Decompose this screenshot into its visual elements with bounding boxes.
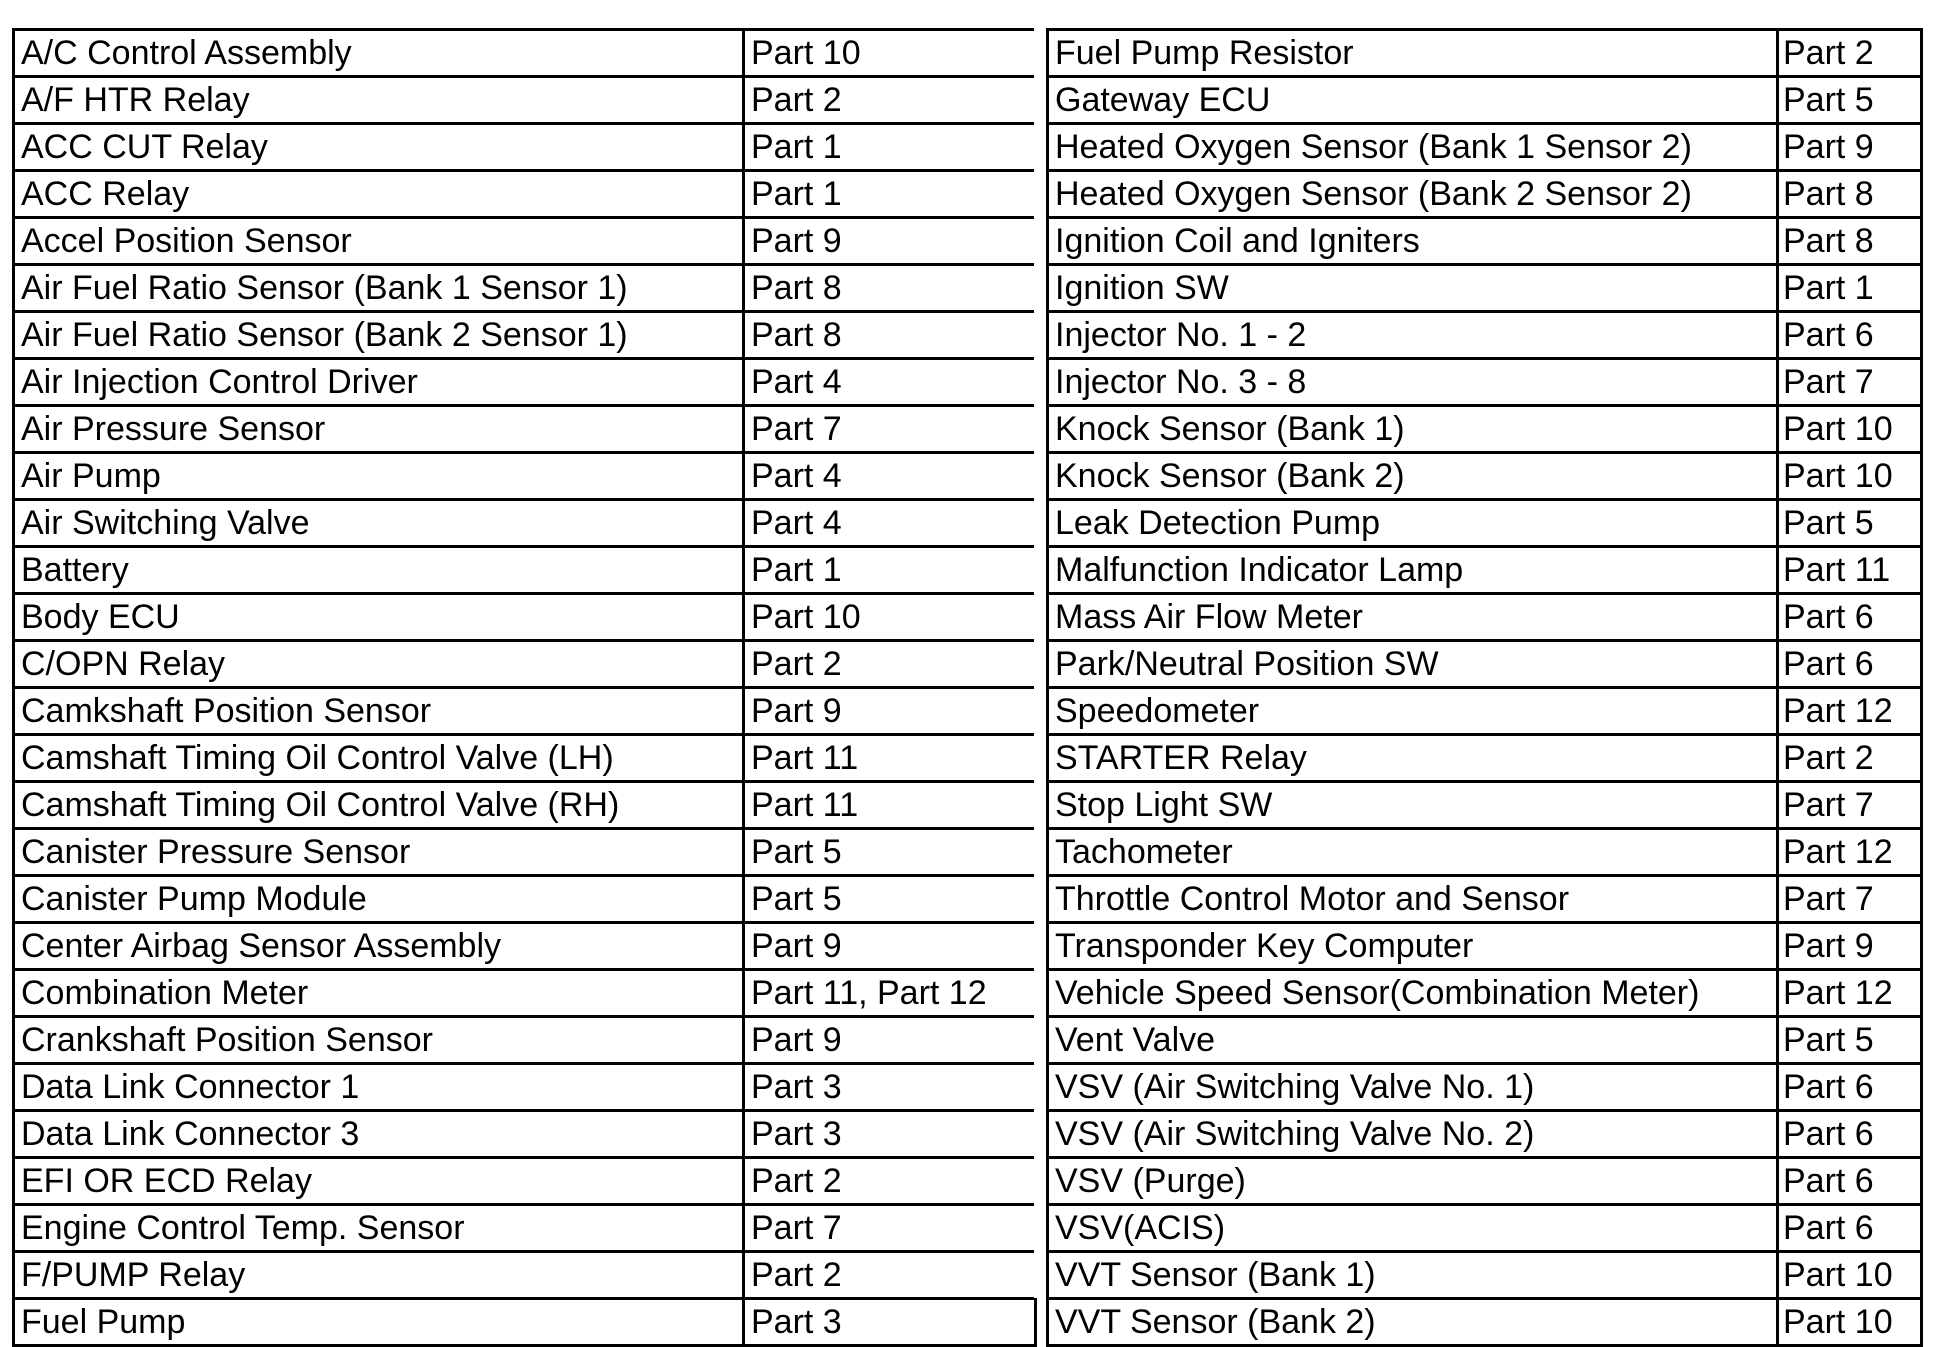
location-part-cell: Part 3	[744, 1064, 1036, 1111]
location-part-cell: Part 11, Part 12	[744, 970, 1036, 1017]
component-name-cell: VSV(ACIS)	[1048, 1205, 1778, 1252]
location-part-cell: Part 2	[1778, 30, 1922, 77]
component-name-cell: Canister Pump Module	[14, 876, 744, 923]
component-name-cell: Camshaft Timing Oil Control Valve (RH)	[14, 782, 744, 829]
component-name-cell: Injector No. 3 - 8	[1048, 359, 1778, 406]
location-part-cell: Part 6	[1778, 1205, 1922, 1252]
component-name-cell: Injector No. 1 - 2	[1048, 312, 1778, 359]
component-name-cell: Fuel Pump	[14, 1299, 744, 1346]
location-part-cell: Part 9	[744, 923, 1036, 970]
location-part-cell: Part 11	[1778, 547, 1922, 594]
location-part-cell: Part 3	[744, 1299, 1036, 1346]
component-name-cell: VVT Sensor (Bank 2)	[1048, 1299, 1778, 1346]
component-name-cell: Air Fuel Ratio Sensor (Bank 1 Sensor 1)	[14, 265, 744, 312]
right-component-table	[1046, 28, 1920, 1341]
table-row	[14, 829, 1036, 876]
component-name-cell: ACC Relay	[14, 171, 744, 218]
table-row	[1048, 359, 1922, 406]
table-row	[1048, 876, 1922, 923]
table-row	[14, 453, 1036, 500]
component-name-cell: Ignition Coil and Igniters	[1048, 218, 1778, 265]
table-row	[14, 1299, 1036, 1346]
component-name-cell: A/C Control Assembly	[14, 30, 744, 77]
table-row	[14, 265, 1036, 312]
component-name-cell: Accel Position Sensor	[14, 218, 744, 265]
component-name-cell: Battery	[14, 547, 744, 594]
table-row	[1048, 1299, 1922, 1346]
table-row	[1048, 970, 1922, 1017]
location-part-cell: Part 7	[1778, 359, 1922, 406]
table-gutter	[1034, 28, 1046, 1298]
table-row	[1048, 1064, 1922, 1111]
location-part-cell: Part 7	[1778, 876, 1922, 923]
table-row	[14, 641, 1036, 688]
component-name-cell: Body ECU	[14, 594, 744, 641]
location-part-cell: Part 12	[1778, 829, 1922, 876]
component-name-cell: C/OPN Relay	[14, 641, 744, 688]
location-part-cell: Part 1	[1778, 265, 1922, 312]
table-row	[14, 594, 1036, 641]
table-row	[1048, 547, 1922, 594]
location-part-cell: Part 12	[1778, 688, 1922, 735]
component-name-cell: Vent Valve	[1048, 1017, 1778, 1064]
table-row	[14, 124, 1036, 171]
component-name-cell: VSV (Purge)	[1048, 1158, 1778, 1205]
location-part-cell: Part 6	[1778, 1111, 1922, 1158]
table-row	[14, 406, 1036, 453]
component-name-cell: Air Switching Valve	[14, 500, 744, 547]
component-name-cell: Data Link Connector 1	[14, 1064, 744, 1111]
component-name-cell: VSV (Air Switching Valve No. 2)	[1048, 1111, 1778, 1158]
location-part-cell: Part 10	[1778, 1299, 1922, 1346]
component-name-cell: Malfunction Indicator Lamp	[1048, 547, 1778, 594]
location-part-cell: Part 9	[744, 218, 1036, 265]
component-name-cell: Stop Light SW	[1048, 782, 1778, 829]
table-row	[14, 782, 1036, 829]
table-row	[14, 218, 1036, 265]
component-name-cell: F/PUMP Relay	[14, 1252, 744, 1299]
component-name-cell: Park/Neutral Position SW	[1048, 641, 1778, 688]
table-row	[1048, 406, 1922, 453]
table-row	[1048, 1158, 1922, 1205]
component-name-cell: Ignition SW	[1048, 265, 1778, 312]
location-part-cell: Part 2	[1778, 735, 1922, 782]
table-row	[1048, 782, 1922, 829]
table-row	[1048, 218, 1922, 265]
location-part-cell: Part 6	[1778, 1064, 1922, 1111]
location-part-cell: Part 5	[744, 829, 1036, 876]
component-name-cell: Camkshaft Position Sensor	[14, 688, 744, 735]
table-row	[1048, 171, 1922, 218]
component-name-cell: Speedometer	[1048, 688, 1778, 735]
location-part-cell: Part 6	[1778, 312, 1922, 359]
component-name-cell: Throttle Control Motor and Sensor	[1048, 876, 1778, 923]
table-row	[1048, 500, 1922, 547]
component-name-cell: Center Airbag Sensor Assembly	[14, 923, 744, 970]
table-row	[14, 735, 1036, 782]
table-row	[1048, 1252, 1922, 1299]
left-component-table	[12, 28, 1034, 1341]
component-name-cell: Knock Sensor (Bank 1)	[1048, 406, 1778, 453]
location-part-cell: Part 10	[1778, 453, 1922, 500]
component-name-cell: Fuel Pump Resistor	[1048, 30, 1778, 77]
component-name-cell: Air Fuel Ratio Sensor (Bank 2 Sensor 1)	[14, 312, 744, 359]
component-name-cell: VVT Sensor (Bank 1)	[1048, 1252, 1778, 1299]
table-row	[1048, 77, 1922, 124]
location-part-cell: Part 6	[1778, 1158, 1922, 1205]
location-part-cell: Part 11	[744, 782, 1036, 829]
component-name-cell: Crankshaft Position Sensor	[14, 1017, 744, 1064]
location-part-cell: Part 6	[1778, 641, 1922, 688]
component-name-cell: A/F HTR Relay	[14, 77, 744, 124]
table-row	[1048, 735, 1922, 782]
table-row	[1048, 265, 1922, 312]
component-name-cell: Mass Air Flow Meter	[1048, 594, 1778, 641]
location-part-cell: Part 2	[744, 1158, 1036, 1205]
table-row	[1048, 1111, 1922, 1158]
component-name-cell: EFI OR ECD Relay	[14, 1158, 744, 1205]
table-row	[1048, 1205, 1922, 1252]
location-part-cell: Part 8	[744, 265, 1036, 312]
table-row	[1048, 594, 1922, 641]
location-part-cell: Part 1	[744, 124, 1036, 171]
component-name-cell: Data Link Connector 3	[14, 1111, 744, 1158]
location-part-cell: Part 3	[744, 1111, 1036, 1158]
table-row	[1048, 641, 1922, 688]
location-part-cell: Part 10	[1778, 1252, 1922, 1299]
component-name-cell: Gateway ECU	[1048, 77, 1778, 124]
table-row	[1048, 1017, 1922, 1064]
location-part-cell: Part 4	[744, 359, 1036, 406]
table-row	[14, 923, 1036, 970]
component-name-cell: Vehicle Speed Sensor(Combination Meter)	[1048, 970, 1778, 1017]
location-part-cell: Part 2	[744, 1252, 1036, 1299]
location-part-cell: Part 10	[1778, 406, 1922, 453]
component-name-cell: Engine Control Temp. Sensor	[14, 1205, 744, 1252]
table-row	[1048, 453, 1922, 500]
table-row	[14, 1017, 1036, 1064]
table-row	[1048, 312, 1922, 359]
table-row	[1048, 688, 1922, 735]
location-part-cell: Part 5	[744, 876, 1036, 923]
component-name-cell: Transponder Key Computer	[1048, 923, 1778, 970]
component-name-cell: VSV (Air Switching Valve No. 1)	[1048, 1064, 1778, 1111]
table-row	[14, 970, 1036, 1017]
location-part-cell: Part 8	[744, 312, 1036, 359]
component-name-cell: Camshaft Timing Oil Control Valve (LH)	[14, 735, 744, 782]
table-row	[14, 77, 1036, 124]
component-name-cell: Heated Oxygen Sensor (Bank 1 Sensor 2)	[1048, 124, 1778, 171]
table-row	[1048, 923, 1922, 970]
location-part-cell: Part 7	[744, 406, 1036, 453]
component-name-cell: STARTER Relay	[1048, 735, 1778, 782]
component-name-cell: Combination Meter	[14, 970, 744, 1017]
location-part-cell: Part 10	[744, 594, 1036, 641]
component-name-cell: Air Pump	[14, 453, 744, 500]
component-name-cell: Leak Detection Pump	[1048, 500, 1778, 547]
component-name-cell: Air Pressure Sensor	[14, 406, 744, 453]
location-part-cell: Part 5	[1778, 500, 1922, 547]
table-row	[14, 30, 1036, 77]
table-row	[14, 1064, 1036, 1111]
component-index-sheet	[12, 28, 1920, 1341]
location-part-cell: Part 9	[744, 688, 1036, 735]
component-name-cell: Canister Pressure Sensor	[14, 829, 744, 876]
location-part-cell: Part 8	[1778, 171, 1922, 218]
table-row	[14, 500, 1036, 547]
location-part-cell: Part 12	[1778, 970, 1922, 1017]
table-row	[14, 1205, 1036, 1252]
component-name-cell: Knock Sensor (Bank 2)	[1048, 453, 1778, 500]
location-part-cell: Part 5	[1778, 1017, 1922, 1064]
table-row	[14, 171, 1036, 218]
location-part-cell: Part 8	[1778, 218, 1922, 265]
location-part-cell: Part 7	[1778, 782, 1922, 829]
location-part-cell: Part 4	[744, 453, 1036, 500]
location-part-cell: Part 10	[744, 30, 1036, 77]
table-row	[1048, 829, 1922, 876]
location-part-cell: Part 9	[744, 1017, 1036, 1064]
location-part-cell: Part 2	[744, 641, 1036, 688]
location-part-cell: Part 6	[1778, 594, 1922, 641]
table-row	[1048, 124, 1922, 171]
location-part-cell: Part 11	[744, 735, 1036, 782]
location-part-cell: Part 1	[744, 547, 1036, 594]
component-name-cell: Tachometer	[1048, 829, 1778, 876]
location-part-cell: Part 4	[744, 500, 1036, 547]
location-part-cell: Part 9	[1778, 124, 1922, 171]
location-part-cell: Part 1	[744, 171, 1036, 218]
component-name-cell: ACC CUT Relay	[14, 124, 744, 171]
table-row	[14, 1111, 1036, 1158]
table-row	[14, 312, 1036, 359]
location-part-cell: Part 2	[744, 77, 1036, 124]
table-row	[14, 359, 1036, 406]
location-part-cell: Part 9	[1778, 923, 1922, 970]
table-row	[14, 876, 1036, 923]
table-row	[14, 547, 1036, 594]
table-row	[1048, 30, 1922, 77]
component-name-cell: Air Injection Control Driver	[14, 359, 744, 406]
location-part-cell: Part 5	[1778, 77, 1922, 124]
table-row	[14, 688, 1036, 735]
table-row	[14, 1158, 1036, 1205]
location-part-cell: Part 7	[744, 1205, 1036, 1252]
component-name-cell: Heated Oxygen Sensor (Bank 2 Sensor 2)	[1048, 171, 1778, 218]
table-row	[14, 1252, 1036, 1299]
